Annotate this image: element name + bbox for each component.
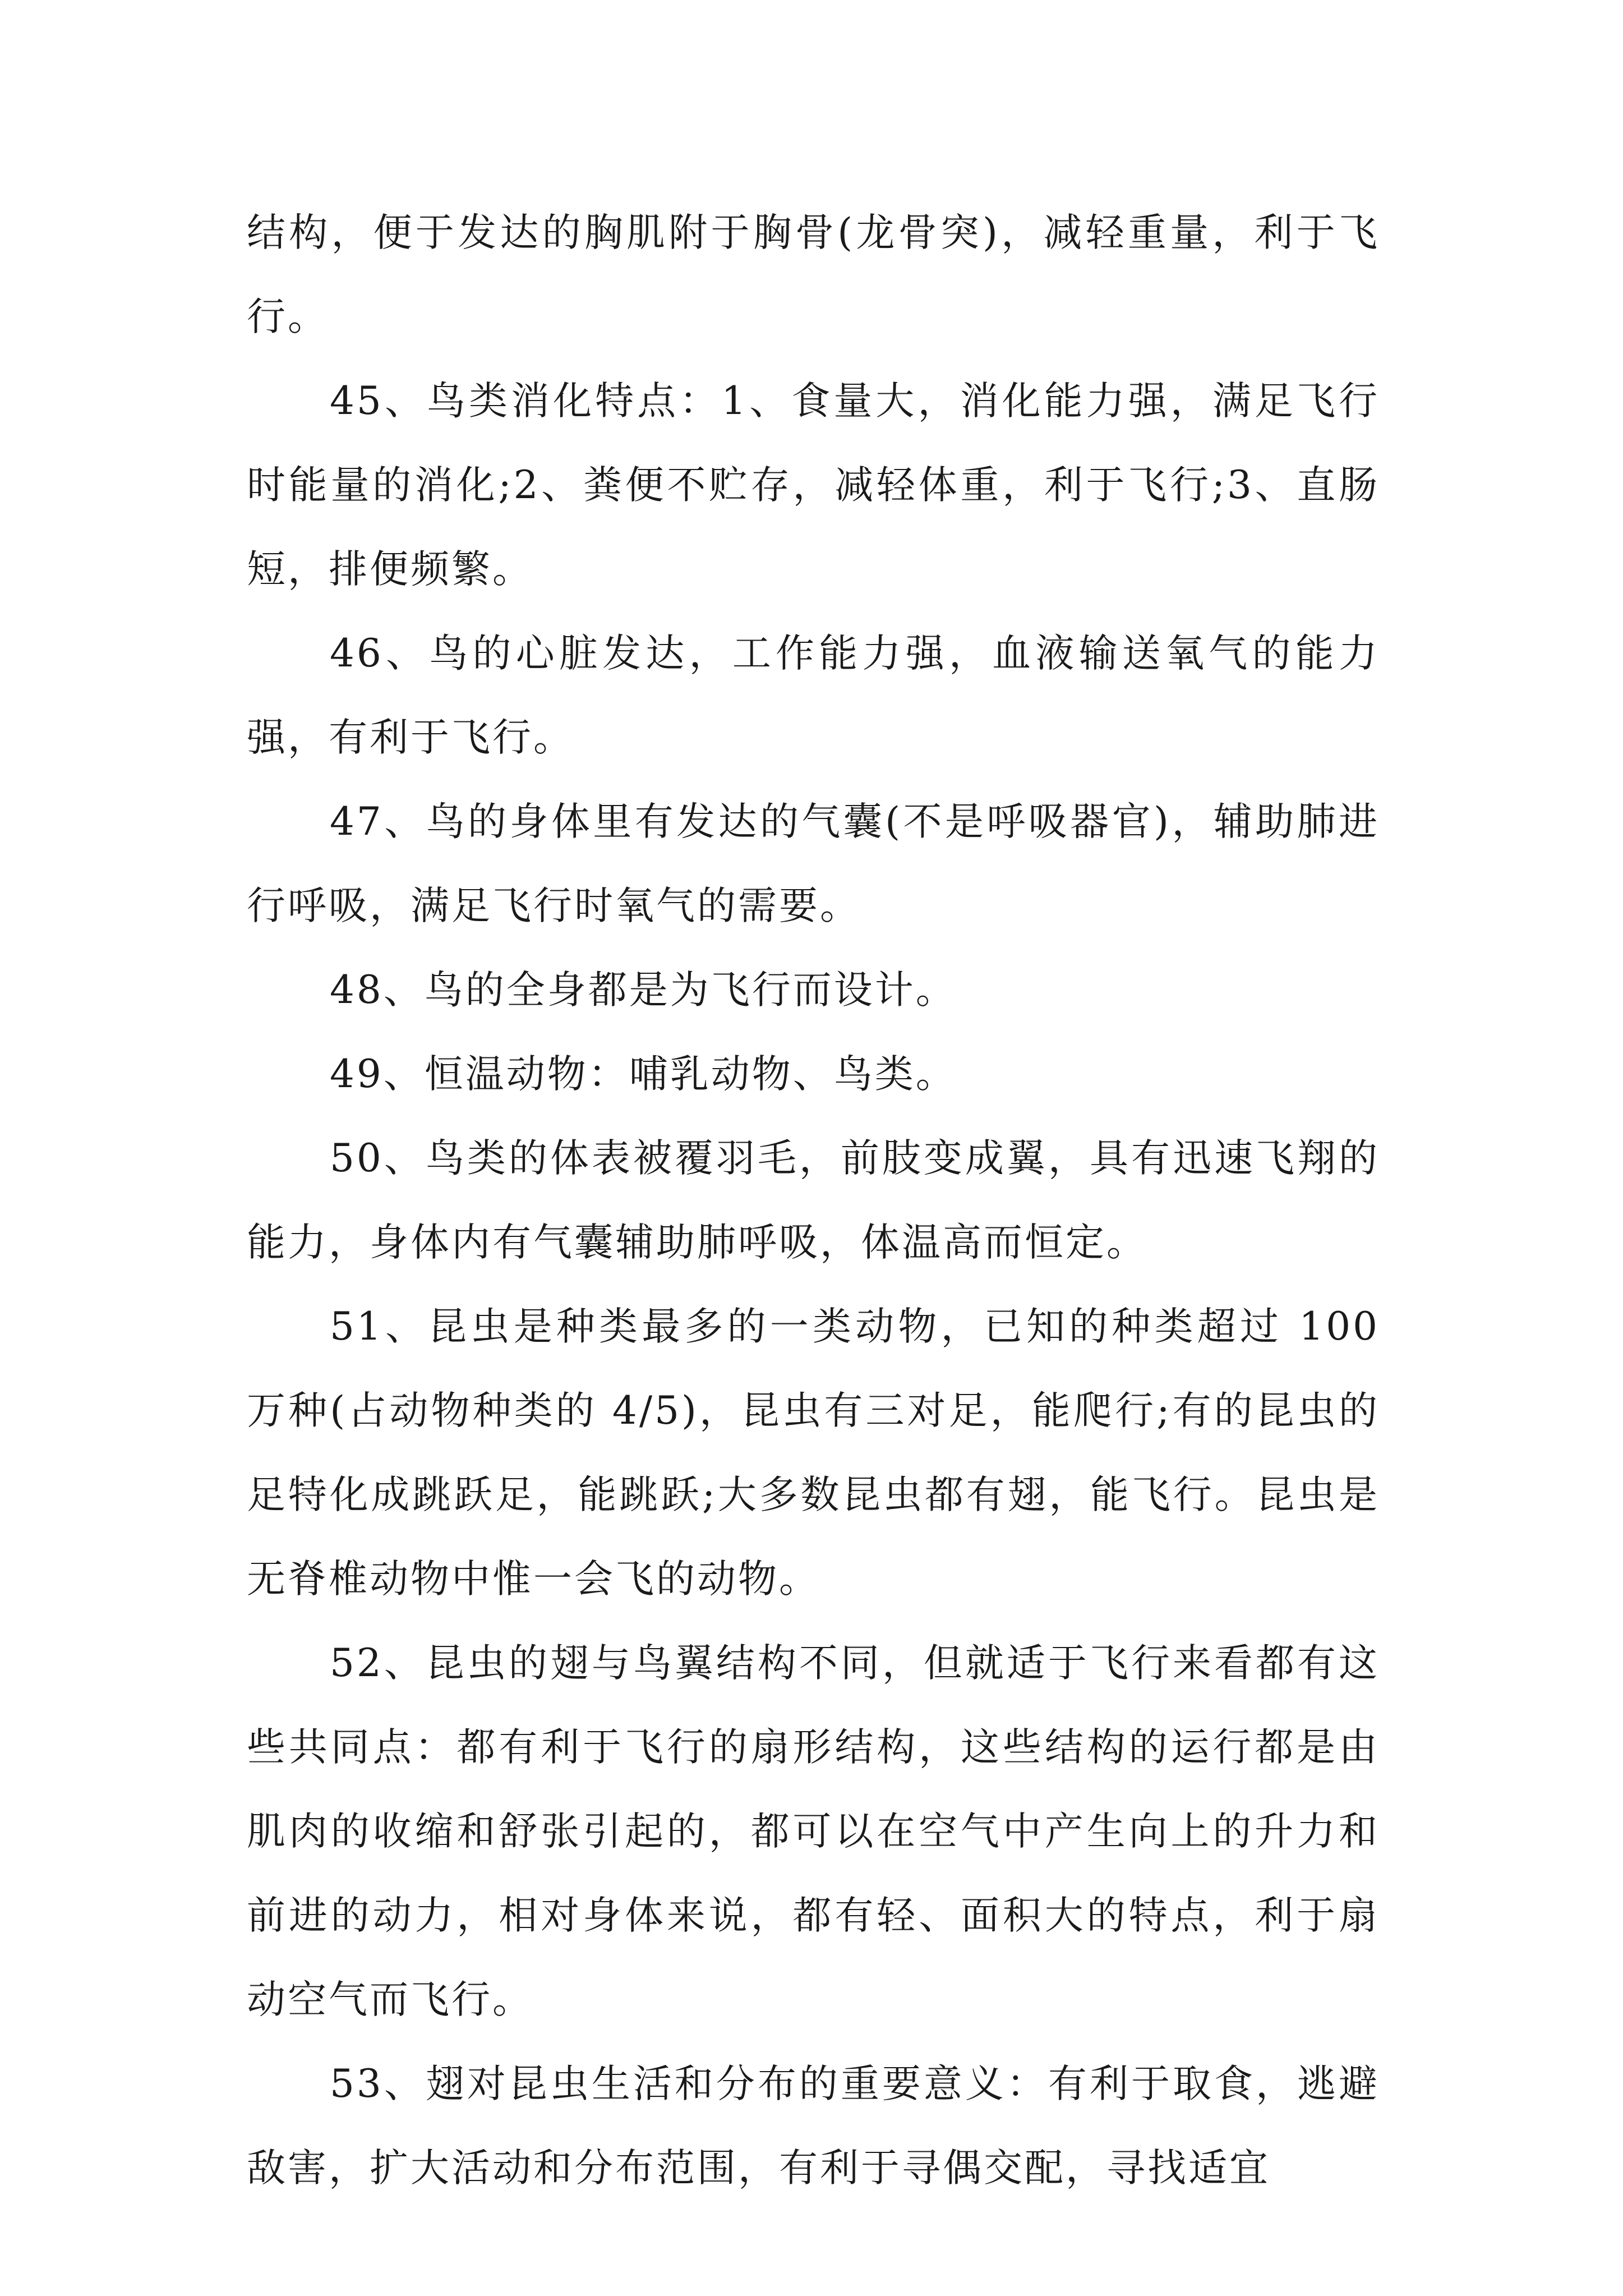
paragraph-52: 52、昆虫的翅与鸟翼结构不同，但就适于飞行来看都有这些共同点：都有利于飞行的扇形结构，这些结构的运行都是由肌肉的收缩和舒张引起的，都可以在空气中产生向上的升力和前进的动力，相对身体来说，都有轻、面积大的特点，利于扇动空气而飞行。 bbox=[247, 1641, 1380, 2022]
paragraph-48: 48、鸟的全身都是为飞行而设计。 bbox=[330, 968, 957, 1013]
paragraph-46: 46、鸟的心脏发达，工作能力强，血液输送氧气的能力强，有利于飞行。 bbox=[247, 631, 1380, 760]
paragraph-45: 45、鸟类消化特点：1、食量大，消化能力强，满足飞行时能量的消化;2、粪便不贮存，减轻体重，利于飞行;3、直肠短，排便频繁。 bbox=[247, 379, 1380, 592]
paragraph-50: 50、鸟类的体表被覆羽毛，前肢变成翼，具有迅速飞翔的能力，身体内有气囊辅助肺呼吸，体温高而恒定。 bbox=[247, 1136, 1380, 1265]
paragraph-53: 53、翅对昆虫生活和分布的重要意义：有利于取食，逃避敌害，扩大活动和分布范围，有利于寻偶交配，寻找适宜 bbox=[247, 2062, 1380, 2191]
paragraph-49: 49、恒温动物：哺乳动物、鸟类。 bbox=[330, 1052, 957, 1097]
paragraph-44-continued: 结构，便于发达的胸肌附于胸骨(龙骨突)，减轻重量，利于飞行。 bbox=[247, 210, 1380, 339]
document-body bbox=[247, 191, 1380, 2210]
paragraph-47: 47、鸟的身体里有发达的气囊(不是呼吸器官)，辅助肺进行呼吸，满足飞行时氧气的需要。 bbox=[247, 799, 1380, 928]
paragraph-51: 51、昆虫是种类最多的一类动物，已知的种类超过 100 万种(占动物种类的 4/5)，昆虫有三对足，能爬行;有的昆虫的足特化成跳跃足，能跳跃;大多数昆虫都有翅，能飞行。昆虫是无脊椎动物中惟一会飞的动物。 bbox=[247, 1304, 1380, 1602]
